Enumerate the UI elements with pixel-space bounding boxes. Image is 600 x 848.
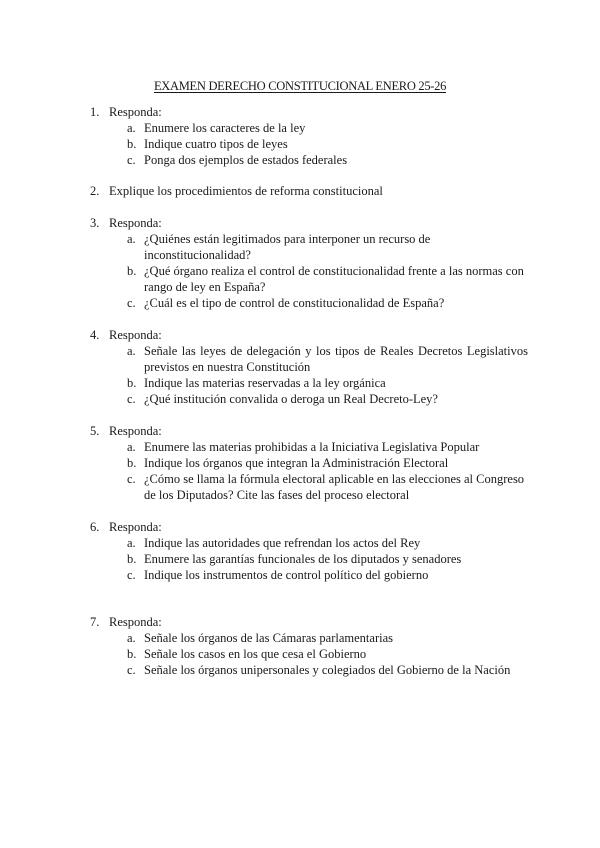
question-item [90, 567, 540, 583]
question-item [90, 343, 540, 375]
question-text: Explique los procedimientos de reforma constitucional [109, 184, 383, 198]
question-number: 6. [90, 520, 100, 534]
item-letter: b. [127, 552, 137, 566]
item-text: Ponga dos ejemplos de estados federales [144, 153, 348, 167]
exam-title: EXAMEN DERECHO CONSTITUCIONAL ENERO 25-26 [153, 79, 447, 93]
question-text: Responda: [109, 328, 162, 342]
question-number: 3. [90, 216, 100, 230]
item-text: ¿Quiénes están legitimados para interponer un recurso de inconstitucionalidad? [144, 232, 431, 262]
question-item [90, 551, 540, 567]
question-4 [90, 327, 540, 407]
item-text: Señale las leyes de delegación y los tipos de Reales Decretos Legislativos previstos en nuestra Constitución [144, 344, 528, 374]
item-letter: a. [127, 232, 136, 246]
item-text: ¿Qué órgano realiza el control de constitucionalidad frente a las normas con rango de ley en España? [144, 264, 524, 294]
question-5 [90, 423, 540, 503]
item-letter: a. [127, 536, 136, 550]
question-number: 5. [90, 424, 100, 438]
question-item [90, 120, 540, 136]
item-text: Indique los instrumentos de control político del gobierno [144, 568, 429, 582]
question-1 [90, 104, 540, 168]
question-6 [90, 519, 540, 583]
question-text: Responda: [109, 424, 162, 438]
item-letter: c. [127, 392, 136, 406]
question-3 [90, 215, 540, 311]
question-item [90, 263, 540, 295]
item-letter: b. [127, 647, 137, 661]
question-item [90, 231, 540, 263]
question-item [90, 152, 540, 168]
question-7 [90, 614, 540, 678]
item-text: Indique cuatro tipos de leyes [144, 137, 288, 151]
question-text: Responda: [109, 520, 162, 534]
item-letter: b. [127, 137, 137, 151]
item-letter: c. [127, 296, 136, 310]
question-2 [90, 183, 540, 199]
item-text: ¿Cuál es el tipo de control de constitucionalidad de España? [144, 296, 445, 310]
item-letter: b. [127, 264, 137, 278]
question-item [90, 535, 540, 551]
item-letter: c. [127, 153, 136, 167]
item-text: Señale los órganos de las Cámaras parlamentarias [144, 631, 393, 645]
item-letter: c. [127, 663, 136, 677]
question-text: Responda: [109, 105, 162, 119]
question-text: Responda: [109, 216, 162, 230]
question-number: 2. [90, 184, 100, 198]
item-text: Indique las materias reservadas a la ley orgánica [144, 376, 386, 390]
item-text: ¿Qué institución convalida o deroga un Real Decreto-Ley? [144, 392, 438, 406]
item-text: Enumere los caracteres de la ley [144, 121, 306, 135]
item-text: Indique las autoridades que refrendan los actos del Rey [144, 536, 421, 550]
item-letter: b. [127, 376, 137, 390]
item-letter: c. [127, 568, 136, 582]
question-item [90, 471, 540, 503]
item-text: Indique los órganos que integran la Administración Electoral [144, 456, 449, 470]
question-item [90, 439, 540, 455]
question-number: 7. [90, 615, 100, 629]
item-text: ¿Cómo se llama la fórmula electoral aplicable en las elecciones al Congreso de los Diputados? Cite las fases del proceso electoral [144, 472, 525, 502]
question-item [90, 295, 540, 311]
item-letter: a. [127, 121, 136, 135]
question-text: Responda: [109, 615, 162, 629]
question-item [90, 136, 540, 152]
question-item [90, 375, 540, 391]
question-item [90, 391, 540, 407]
item-letter: c. [127, 472, 136, 486]
question-item [90, 630, 540, 646]
item-letter: a. [127, 440, 136, 454]
item-text: Enumere las materias prohibidas a la Iniciativa Legislativa Popular [144, 440, 480, 454]
question-number: 4. [90, 328, 100, 342]
item-text: Enumere las garantías funcionales de los diputados y senadores [144, 552, 462, 566]
question-item [90, 662, 540, 678]
question-item [90, 455, 540, 471]
question-item [90, 646, 540, 662]
item-letter: b. [127, 456, 137, 470]
question-number: 1. [90, 105, 100, 119]
item-letter: a. [127, 631, 136, 645]
item-letter: a. [127, 344, 136, 358]
item-text: Señale los casos en los que cesa el Gobierno [144, 647, 367, 661]
item-text: Señale los órganos unipersonales y colegiados del Gobierno de la Nación [144, 663, 511, 677]
